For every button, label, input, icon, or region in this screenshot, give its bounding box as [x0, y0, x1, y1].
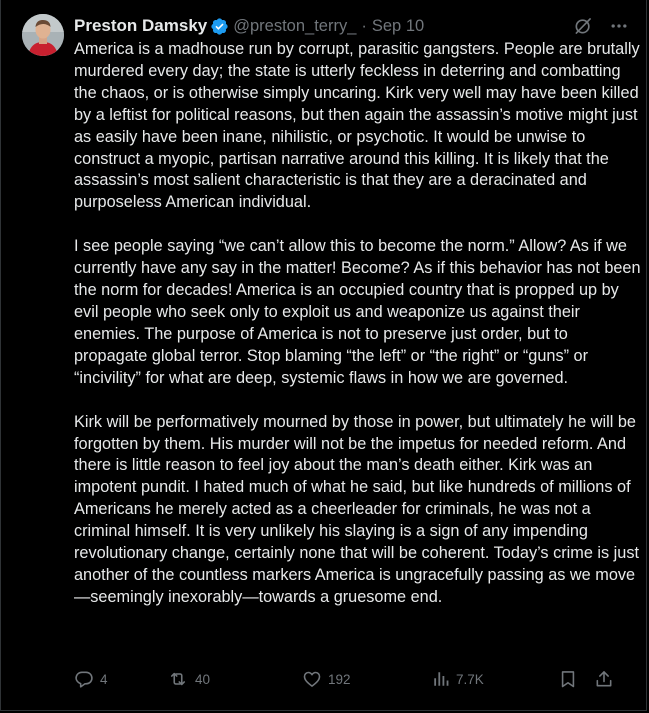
bookmark-button[interactable] [558, 669, 594, 689]
header-separator: · [361, 16, 367, 35]
tweet-action-bar [74, 667, 639, 691]
tweet-text [74, 39, 642, 631]
tweet-timestamp[interactable]: Sep 10 [371, 16, 425, 35]
tweet-paragraph: America is a madhouse run by corrupt, parasitic gangsters. People are brutally murdered every day; the state is utterly feckless in deterring and combatting the chaos, or is otherwise simply uncaring. Kirk very well may have been killed by a leftist for political reasons, but then again the assassin’s motive might just as easily have been inane, nihilistic, or psychotic. It would be unwise to construct a myopic, partisan narrative around this killing. It is likely that the assassin’s most salient characteristic is that they are a deracinated and purposeless American individual. [74, 40, 640, 212]
like-icon [302, 669, 322, 689]
tweet-header [74, 14, 630, 38]
reply-button[interactable] [74, 669, 167, 689]
reply-count: 4 [100, 671, 108, 687]
reply-icon [74, 669, 94, 689]
like-count: 192 [328, 671, 351, 687]
verified-badge-icon[interactable] [210, 17, 229, 36]
share-icon [594, 669, 614, 689]
repost-count: 40 [195, 671, 211, 687]
views-count: 7.7K [456, 671, 484, 687]
bookmark-icon [558, 669, 578, 689]
views-button[interactable] [432, 669, 558, 689]
repost-icon [167, 669, 189, 689]
like-button[interactable] [302, 669, 432, 689]
repost-button[interactable] [167, 669, 302, 689]
grok-icon[interactable] [572, 15, 594, 37]
more-icon[interactable] [608, 15, 630, 37]
author-display-name[interactable]: Preston Damsky [74, 16, 208, 35]
tweet-paragraph: I see people saying “we can’t allow this to become the norm.” Allow? As if we currently have any say in the matter! Become? As if this behavior has not been the norm for decades! America is an occupied country that is propped up by evil people who seek only to exploit us and weaponize us against their enemies. The purpose of America is not to preserve just order, but to propagate global terror. Stop blaming “the left” or “the right” or “guns” or “incivility” for what are deep, systemic flaws in how we are governed. [74, 237, 641, 387]
avatar[interactable] [22, 14, 64, 56]
share-button[interactable] [594, 669, 624, 689]
tweet-paragraph: Kirk will be performatively mourned by those in power, but ultimately he will be forgotten by them. His murder will not be the impetus for needed reform. And there is little reason to feel joy about the man’s death either. Kirk was an impotent pundit. I hated much of what he said, but like hundreds of millions of Americans he merely acted as a cheerleader for criminals, he was not a criminal himself. It is very unlikely his slaying is a sign of any impending revolutionary change, certainly none that will be coherent. Today’s crime is just another of the countless markers America is ungracefully passing as we move—seemingly inexorably—towards a gruesome end. [74, 412, 640, 606]
header-actions [572, 15, 630, 37]
views-icon [432, 669, 450, 689]
author-handle[interactable]: @preston_terry_ [233, 16, 357, 35]
